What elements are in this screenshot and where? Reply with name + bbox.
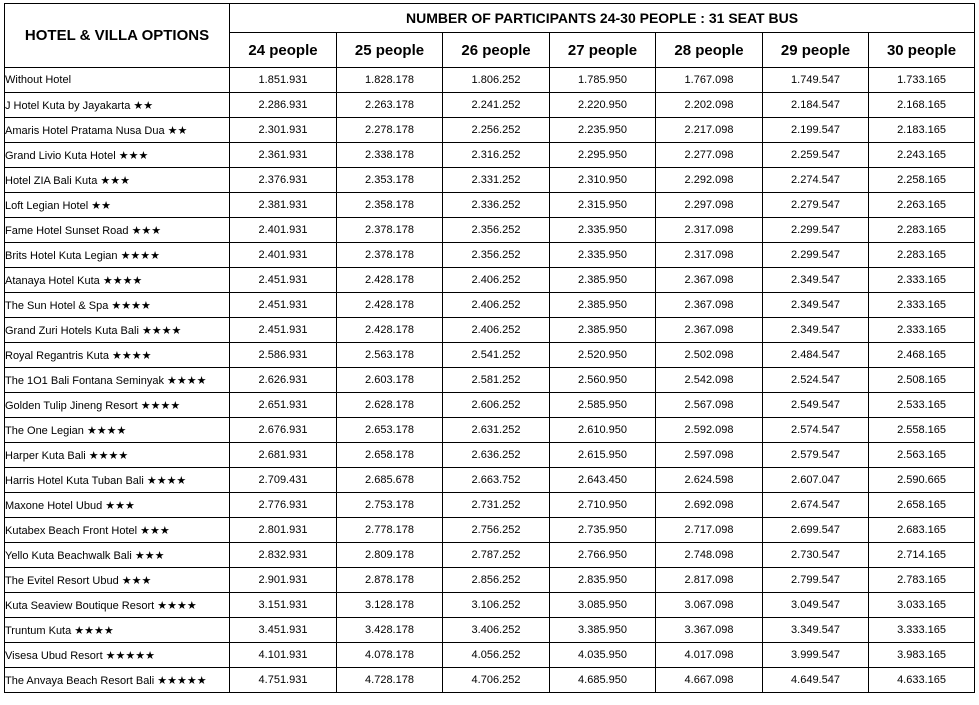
hotel-name: The Sun Hotel & Spa ★★★★ — [5, 293, 230, 318]
hotel-name: The One Legian ★★★★ — [5, 418, 230, 443]
price-cell: 2.541.252 — [443, 343, 550, 368]
price-cell: 1.785.950 — [550, 68, 656, 93]
price-cell: 2.581.252 — [443, 368, 550, 393]
price-cell: 2.385.950 — [550, 293, 656, 318]
table-row — [5, 143, 975, 168]
hotel-name: Harper Kuta Bali ★★★★ — [5, 443, 230, 468]
hotel-name: Grand Zuri Hotels Kuta Bali ★★★★ — [5, 318, 230, 343]
table-row — [5, 543, 975, 568]
price-cell: 3.128.178 — [337, 593, 443, 618]
price-cell: 2.381.931 — [230, 193, 337, 218]
price-cell: 1.828.178 — [337, 68, 443, 93]
hotel-name: Harris Hotel Kuta Tuban Bali ★★★★ — [5, 468, 230, 493]
price-cell: 3.085.950 — [550, 593, 656, 618]
price-cell: 2.335.950 — [550, 243, 656, 268]
price-cell: 2.586.931 — [230, 343, 337, 368]
table-row — [5, 193, 975, 218]
price-cell: 4.728.178 — [337, 668, 443, 693]
price-cell: 1.806.252 — [443, 68, 550, 93]
price-cell: 2.278.178 — [337, 118, 443, 143]
price-cell: 2.401.931 — [230, 243, 337, 268]
price-cell: 2.484.547 — [763, 343, 869, 368]
price-cell: 4.101.931 — [230, 643, 337, 668]
price-cell: 4.078.178 — [337, 643, 443, 668]
price-cell: 2.385.950 — [550, 318, 656, 343]
price-cell: 2.560.950 — [550, 368, 656, 393]
price-cell: 2.801.931 — [230, 518, 337, 543]
price-cell: 2.643.450 — [550, 468, 656, 493]
table-row — [5, 368, 975, 393]
price-cell: 2.574.547 — [763, 418, 869, 443]
table-row — [5, 118, 975, 143]
price-cell: 2.756.252 — [443, 518, 550, 543]
price-cell: 2.663.752 — [443, 468, 550, 493]
price-cell: 2.335.950 — [550, 218, 656, 243]
price-cell: 2.361.931 — [230, 143, 337, 168]
table-body — [5, 68, 975, 693]
price-cell: 2.401.931 — [230, 218, 337, 243]
price-cell: 2.624.598 — [656, 468, 763, 493]
price-table — [4, 3, 975, 693]
price-cell: 2.597.098 — [656, 443, 763, 468]
price-cell: 2.524.547 — [763, 368, 869, 393]
price-cell: 2.748.098 — [656, 543, 763, 568]
price-cell: 2.316.252 — [443, 143, 550, 168]
price-cell: 3.983.165 — [869, 643, 975, 668]
price-cell: 3.451.931 — [230, 618, 337, 643]
price-cell: 2.333.165 — [869, 318, 975, 343]
price-cell: 3.428.178 — [337, 618, 443, 643]
price-cell: 3.349.547 — [763, 618, 869, 643]
price-cell: 2.279.547 — [763, 193, 869, 218]
price-cell: 2.256.252 — [443, 118, 550, 143]
price-cell: 2.835.950 — [550, 568, 656, 593]
price-cell: 2.406.252 — [443, 293, 550, 318]
table-row — [5, 168, 975, 193]
price-cell: 2.385.950 — [550, 268, 656, 293]
price-cell: 2.590.665 — [869, 468, 975, 493]
price-cell: 4.751.931 — [230, 668, 337, 693]
price-cell: 2.301.931 — [230, 118, 337, 143]
price-cell: 2.651.931 — [230, 393, 337, 418]
price-cell: 2.292.098 — [656, 168, 763, 193]
price-cell: 2.428.178 — [337, 268, 443, 293]
price-cell: 2.468.165 — [869, 343, 975, 368]
price-cell: 2.349.547 — [763, 293, 869, 318]
price-cell: 2.406.252 — [443, 318, 550, 343]
hotel-name: Grand Livio Kuta Hotel ★★★ — [5, 143, 230, 168]
price-cell: 2.787.252 — [443, 543, 550, 568]
price-cell: 2.567.098 — [656, 393, 763, 418]
price-cell: 2.783.165 — [869, 568, 975, 593]
price-cell: 1.749.547 — [763, 68, 869, 93]
price-cell: 2.376.931 — [230, 168, 337, 193]
price-cell: 1.851.931 — [230, 68, 337, 93]
price-cell: 2.753.178 — [337, 493, 443, 518]
price-cell: 2.358.178 — [337, 193, 443, 218]
price-cell: 4.685.950 — [550, 668, 656, 693]
price-cell: 3.406.252 — [443, 618, 550, 643]
price-cell: 2.799.547 — [763, 568, 869, 593]
hotel-name: Kutabex Beach Front Hotel ★★★ — [5, 518, 230, 543]
price-cell: 2.367.098 — [656, 293, 763, 318]
price-cell: 2.628.178 — [337, 393, 443, 418]
price-cell: 3.106.252 — [443, 593, 550, 618]
column-header: 26 people — [443, 33, 550, 68]
price-cell: 2.283.165 — [869, 218, 975, 243]
price-cell: 2.356.252 — [443, 218, 550, 243]
price-cell: 2.243.165 — [869, 143, 975, 168]
hotel-name: Atanaya Hotel Kuta ★★★★ — [5, 268, 230, 293]
price-cell: 2.378.178 — [337, 218, 443, 243]
price-cell: 2.263.165 — [869, 193, 975, 218]
price-cell: 1.733.165 — [869, 68, 975, 93]
table-row — [5, 293, 975, 318]
table-row — [5, 243, 975, 268]
table-row — [5, 568, 975, 593]
table-row — [5, 418, 975, 443]
price-cell: 2.286.931 — [230, 93, 337, 118]
table-row — [5, 593, 975, 618]
price-cell: 2.563.165 — [869, 443, 975, 468]
hotel-name: Amaris Hotel Pratama Nusa Dua ★★ — [5, 118, 230, 143]
price-cell: 2.692.098 — [656, 493, 763, 518]
price-cell: 2.333.165 — [869, 293, 975, 318]
hotel-name: Truntum Kuta ★★★★ — [5, 618, 230, 643]
table-row — [5, 668, 975, 693]
price-cell: 2.563.178 — [337, 343, 443, 368]
price-cell: 2.353.178 — [337, 168, 443, 193]
price-cell: 2.331.252 — [443, 168, 550, 193]
table-row — [5, 93, 975, 118]
price-cell: 2.338.178 — [337, 143, 443, 168]
price-cell: 2.378.178 — [337, 243, 443, 268]
hotel-name: The Anvaya Beach Resort Bali ★★★★★ — [5, 668, 230, 693]
hotel-name: J Hotel Kuta by Jayakarta ★★ — [5, 93, 230, 118]
price-cell: 2.451.931 — [230, 268, 337, 293]
price-cell: 2.336.252 — [443, 193, 550, 218]
hotel-name: Maxone Hotel Ubud ★★★ — [5, 493, 230, 518]
price-cell: 3.033.165 — [869, 593, 975, 618]
price-cell: 2.542.098 — [656, 368, 763, 393]
table-row — [5, 68, 975, 93]
table-row — [5, 518, 975, 543]
price-cell: 2.626.931 — [230, 368, 337, 393]
price-cell: 2.451.931 — [230, 318, 337, 343]
price-cell: 2.717.098 — [656, 518, 763, 543]
price-cell: 3.367.098 — [656, 618, 763, 643]
price-cell: 2.658.178 — [337, 443, 443, 468]
price-cell: 3.333.165 — [869, 618, 975, 643]
table-row — [5, 393, 975, 418]
price-cell: 2.315.950 — [550, 193, 656, 218]
hotel-name: Golden Tulip Jineng Resort ★★★★ — [5, 393, 230, 418]
hotel-name: Loft Legian Hotel ★★ — [5, 193, 230, 218]
price-cell: 2.766.950 — [550, 543, 656, 568]
hotel-name: Hotel ZIA Bali Kuta ★★★ — [5, 168, 230, 193]
price-cell: 2.263.178 — [337, 93, 443, 118]
price-cell: 2.428.178 — [337, 293, 443, 318]
price-cell: 2.817.098 — [656, 568, 763, 593]
price-cell: 2.299.547 — [763, 243, 869, 268]
price-cell: 3.999.547 — [763, 643, 869, 668]
price-cell: 2.333.165 — [869, 268, 975, 293]
price-cell: 2.259.547 — [763, 143, 869, 168]
price-cell: 4.706.252 — [443, 668, 550, 693]
price-cell: 2.451.931 — [230, 293, 337, 318]
price-cell: 2.533.165 — [869, 393, 975, 418]
price-cell: 2.241.252 — [443, 93, 550, 118]
price-cell: 4.649.547 — [763, 668, 869, 693]
price-cell: 2.653.178 — [337, 418, 443, 443]
price-cell: 2.168.165 — [869, 93, 975, 118]
column-header: 27 people — [550, 33, 656, 68]
hotel-name: Yello Kuta Beachwalk Bali ★★★ — [5, 543, 230, 568]
price-cell: 2.367.098 — [656, 268, 763, 293]
price-cell: 2.297.098 — [656, 193, 763, 218]
price-cell: 2.428.178 — [337, 318, 443, 343]
price-cell: 2.367.098 — [656, 318, 763, 343]
price-cell: 2.217.098 — [656, 118, 763, 143]
price-cell: 2.579.547 — [763, 443, 869, 468]
price-cell: 2.283.165 — [869, 243, 975, 268]
price-cell: 4.056.252 — [443, 643, 550, 668]
price-cell: 4.633.165 — [869, 668, 975, 693]
price-cell: 2.603.178 — [337, 368, 443, 393]
price-cell: 2.274.547 — [763, 168, 869, 193]
price-cell: 2.356.252 — [443, 243, 550, 268]
price-cell: 2.730.547 — [763, 543, 869, 568]
price-cell: 2.714.165 — [869, 543, 975, 568]
price-cell: 3.151.931 — [230, 593, 337, 618]
column-header: 28 people — [656, 33, 763, 68]
price-cell: 2.299.547 — [763, 218, 869, 243]
price-cell: 2.235.950 — [550, 118, 656, 143]
price-cell: 2.710.950 — [550, 493, 656, 518]
table-row — [5, 618, 975, 643]
price-cell: 4.035.950 — [550, 643, 656, 668]
table-row — [5, 268, 975, 293]
hotel-name: Visesa Ubud Resort ★★★★★ — [5, 643, 230, 668]
price-cell: 2.878.178 — [337, 568, 443, 593]
price-cell: 3.049.547 — [763, 593, 869, 618]
price-cell: 2.558.165 — [869, 418, 975, 443]
price-cell: 2.683.165 — [869, 518, 975, 543]
price-cell: 4.017.098 — [656, 643, 763, 668]
price-cell: 2.183.165 — [869, 118, 975, 143]
price-cell: 2.776.931 — [230, 493, 337, 518]
price-cell: 2.406.252 — [443, 268, 550, 293]
table-row — [5, 343, 975, 368]
table-row — [5, 468, 975, 493]
hotel-name: Brits Hotel Kuta Legian ★★★★ — [5, 243, 230, 268]
table-row — [5, 218, 975, 243]
price-cell: 2.636.252 — [443, 443, 550, 468]
price-cell: 2.832.931 — [230, 543, 337, 568]
column-header: 30 people — [869, 33, 975, 68]
price-cell: 2.199.547 — [763, 118, 869, 143]
hotel-name: Without Hotel — [5, 68, 230, 93]
price-cell: 2.592.098 — [656, 418, 763, 443]
price-cell: 2.901.931 — [230, 568, 337, 593]
price-cell: 2.607.047 — [763, 468, 869, 493]
price-cell: 2.731.252 — [443, 493, 550, 518]
price-cell: 1.767.098 — [656, 68, 763, 93]
price-cell: 2.317.098 — [656, 243, 763, 268]
table-row — [5, 643, 975, 668]
price-cell: 2.631.252 — [443, 418, 550, 443]
column-header: 24 people — [230, 33, 337, 68]
price-cell: 2.349.547 — [763, 268, 869, 293]
price-cell: 2.699.547 — [763, 518, 869, 543]
price-cell: 2.709.431 — [230, 468, 337, 493]
price-cell: 2.685.678 — [337, 468, 443, 493]
table-row — [5, 493, 975, 518]
hotel-name: Royal Regantris Kuta ★★★★ — [5, 343, 230, 368]
participants-header: NUMBER OF PARTICIPANTS 24-30 PEOPLE : 31 SEAT BUS — [230, 4, 975, 33]
price-cell: 4.667.098 — [656, 668, 763, 693]
price-cell: 2.220.950 — [550, 93, 656, 118]
price-cell: 2.610.950 — [550, 418, 656, 443]
price-cell: 2.349.547 — [763, 318, 869, 343]
price-cell: 2.778.178 — [337, 518, 443, 543]
hotel-name: Fame Hotel Sunset Road ★★★ — [5, 218, 230, 243]
price-cell: 2.674.547 — [763, 493, 869, 518]
price-cell: 2.310.950 — [550, 168, 656, 193]
price-cell: 2.295.950 — [550, 143, 656, 168]
price-cell: 2.809.178 — [337, 543, 443, 568]
price-cell: 2.520.950 — [550, 343, 656, 368]
price-cell: 2.606.252 — [443, 393, 550, 418]
price-cell: 2.202.098 — [656, 93, 763, 118]
price-cell: 3.385.950 — [550, 618, 656, 643]
price-cell: 2.585.950 — [550, 393, 656, 418]
table-row — [5, 443, 975, 468]
price-cell: 2.615.950 — [550, 443, 656, 468]
column-header: 29 people — [763, 33, 869, 68]
price-cell: 2.317.098 — [656, 218, 763, 243]
price-cell: 2.508.165 — [869, 368, 975, 393]
hotel-name: Kuta Seaview Boutique Resort ★★★★ — [5, 593, 230, 618]
price-cell: 3.067.098 — [656, 593, 763, 618]
corner-title: HOTEL & VILLA OPTIONS — [5, 4, 230, 68]
price-cell: 2.277.098 — [656, 143, 763, 168]
price-cell: 2.502.098 — [656, 343, 763, 368]
price-cell: 2.658.165 — [869, 493, 975, 518]
table-row — [5, 318, 975, 343]
price-cell: 2.549.547 — [763, 393, 869, 418]
price-cell: 2.258.165 — [869, 168, 975, 193]
price-cell: 2.184.547 — [763, 93, 869, 118]
hotel-name: The 1O1 Bali Fontana Seminyak ★★★★ — [5, 368, 230, 393]
hotel-name: The Evitel Resort Ubud ★★★ — [5, 568, 230, 593]
price-cell: 2.735.950 — [550, 518, 656, 543]
price-cell: 2.681.931 — [230, 443, 337, 468]
column-header: 25 people — [337, 33, 443, 68]
price-cell: 2.856.252 — [443, 568, 550, 593]
price-cell: 2.676.931 — [230, 418, 337, 443]
